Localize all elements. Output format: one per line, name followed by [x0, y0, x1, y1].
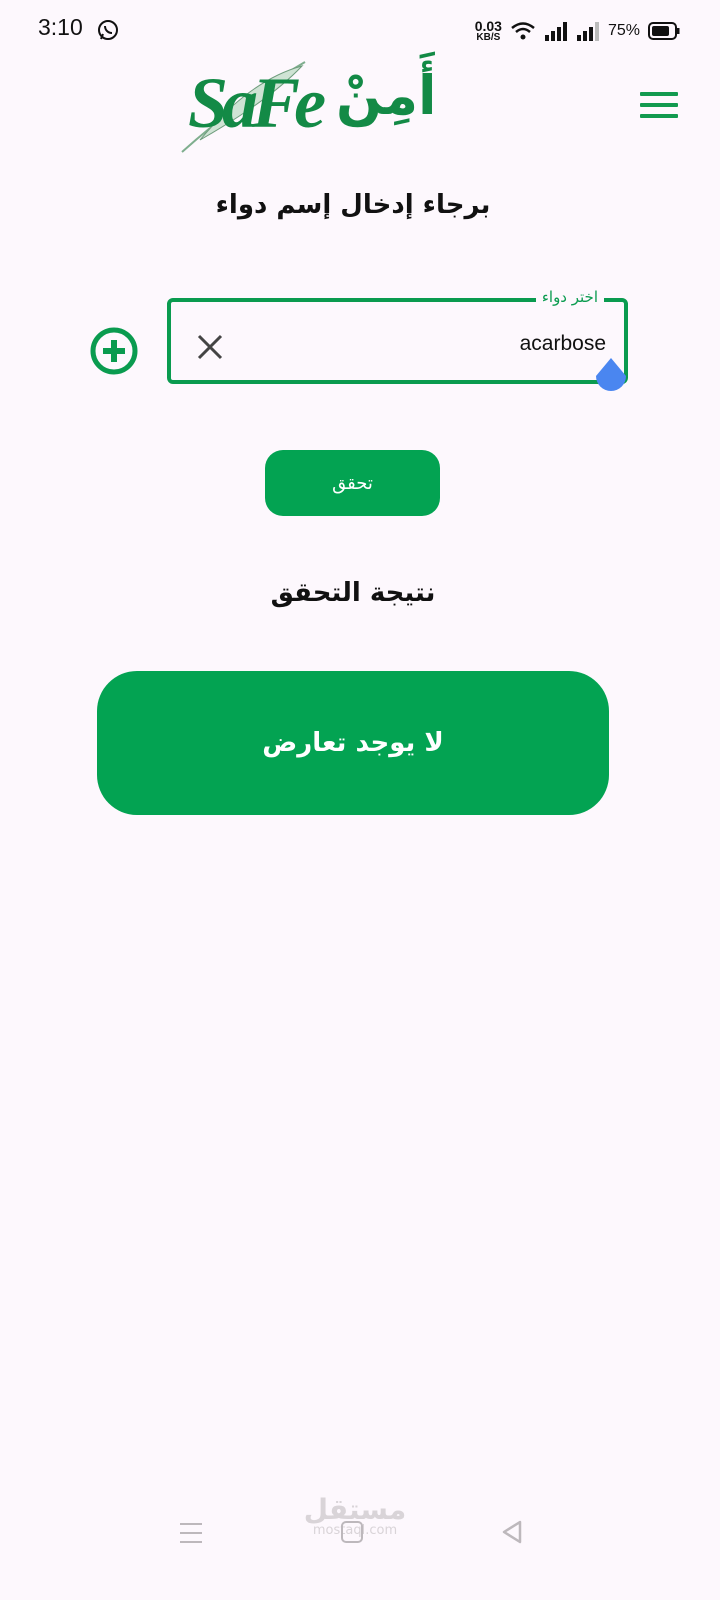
field-value[interactable]: acarbose — [519, 332, 606, 355]
text-cursor-handle[interactable] — [594, 358, 628, 396]
page-title: برجاء إدخال إسم دواء — [215, 190, 491, 220]
whatsapp-icon — [96, 18, 120, 42]
field-label: اختر دواء — [536, 288, 604, 306]
result-message-box — [97, 671, 609, 815]
network-speed — [475, 19, 502, 43]
watermark-ar: مستقل — [303, 1493, 407, 1526]
status-icons — [475, 16, 680, 46]
drug-select-field[interactable] — [167, 288, 628, 384]
result-message: لا يوجد تعارض — [262, 728, 444, 758]
recent-apps-icon[interactable] — [180, 1523, 202, 1543]
close-icon[interactable] — [193, 330, 227, 364]
verify-button[interactable]: تحقق — [265, 450, 440, 516]
net-speed-unit: KB/S — [476, 32, 501, 43]
watermark-en: mostaql.com — [312, 1523, 398, 1538]
net-speed-value: 0.03 — [474, 18, 502, 34]
app-logo — [180, 60, 450, 160]
battery-icon — [648, 22, 680, 40]
system-nav-bar — [0, 1505, 720, 1565]
back-icon[interactable] — [500, 1519, 526, 1545]
result-title: نتيجة التحقق — [270, 578, 436, 608]
signal-icon — [544, 21, 568, 41]
wifi-icon — [510, 21, 536, 41]
logo-text-ar: أَمِنْ — [336, 64, 437, 127]
status-bar — [0, 0, 720, 62]
status-time: 3:10 — [38, 14, 83, 40]
signal-icon — [576, 21, 600, 41]
plus-circle-icon[interactable] — [89, 326, 139, 376]
logo-text-en: SaFe — [188, 63, 321, 143]
battery-percent: 75% — [607, 22, 640, 39]
hamburger-menu-icon[interactable] — [640, 92, 678, 124]
home-icon[interactable] — [341, 1521, 363, 1543]
